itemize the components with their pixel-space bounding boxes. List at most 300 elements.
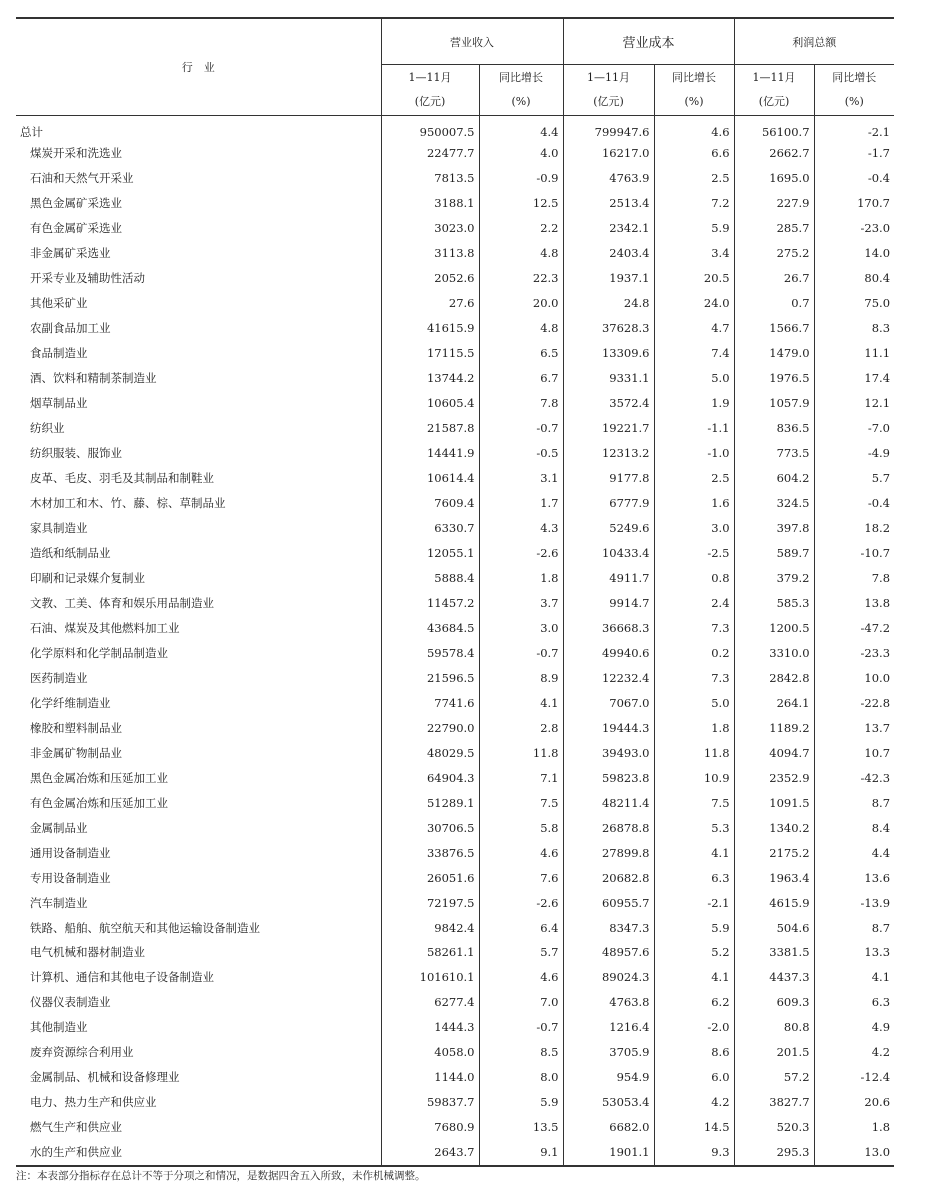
cell-revenue-growth: 3.7 <box>479 590 563 615</box>
cell-profit-value: 295.3 <box>734 1140 814 1166</box>
row-industry-name: 煤炭开采和洗选业 <box>30 146 122 161</box>
cell-revenue-value: 11457.2 <box>381 590 479 615</box>
header-revenue: 营业收入 <box>381 18 563 65</box>
cell-profit-value: 80.8 <box>734 1015 814 1040</box>
cell-revenue-growth: 5.8 <box>479 815 563 840</box>
cell-revenue-growth: 1.7 <box>479 491 563 516</box>
table-row <box>16 141 894 166</box>
table-row <box>16 790 894 815</box>
header-profit: 利润总额 <box>734 18 894 65</box>
cell-profit-value: 4437.3 <box>734 965 814 990</box>
table-row <box>16 865 894 890</box>
cell-profit-growth: 4.1 <box>814 965 894 990</box>
cell-revenue-value: 3113.8 <box>381 241 479 266</box>
cell-cost-growth: 3.0 <box>654 516 734 541</box>
header-cost-value <box>563 65 654 116</box>
row-industry-name: 非金属矿采选业 <box>30 246 111 261</box>
cell-revenue-value: 48029.5 <box>381 740 479 765</box>
cell-profit-growth: 18.2 <box>814 516 894 541</box>
cell-revenue-value: 9842.4 <box>381 915 479 940</box>
cell-cost-growth: 5.0 <box>654 366 734 391</box>
cell-revenue-value: 41615.9 <box>381 316 479 341</box>
cell-cost-value: 1901.1 <box>563 1140 654 1166</box>
row-industry-name: 农副食品加工业 <box>30 321 111 336</box>
cell-revenue-value: 30706.5 <box>381 815 479 840</box>
cell-revenue-growth: 7.0 <box>479 990 563 1015</box>
row-industry-name: 水的生产和供应业 <box>16 1140 381 1166</box>
cell-revenue-value: 22790.0 <box>381 715 479 740</box>
cell-cost-growth: 7.4 <box>654 341 734 366</box>
table-row <box>16 191 894 216</box>
row-industry-name: 化学纤维制造业 <box>30 695 111 710</box>
row-industry-name: 文教、工美、体育和娱乐用品制造业 <box>30 595 214 610</box>
header-period-label: 1—11月 <box>752 71 796 84</box>
cell-profit-growth: -4.9 <box>814 441 894 466</box>
header-growth-label: 同比增长 <box>832 71 877 84</box>
cell-revenue-value: 43684.5 <box>381 615 479 640</box>
row-industry-name: 非金属矿物制品业 <box>30 745 122 760</box>
cell-cost-growth: 7.5 <box>654 790 734 815</box>
cell-revenue-growth: -2.6 <box>479 541 563 566</box>
row-industry-name: 电气机械和器材制造业 <box>30 945 145 960</box>
cell-cost-growth: 3.4 <box>654 241 734 266</box>
cell-cost-value: 9914.7 <box>563 590 654 615</box>
cell-profit-growth: -2.1 <box>814 116 894 142</box>
cell-cost-value: 13309.6 <box>563 341 654 366</box>
cell-profit-value: 1091.5 <box>734 790 814 815</box>
header-growth-label: 同比增长 <box>672 71 716 84</box>
cell-profit-growth: -22.8 <box>814 690 894 715</box>
cell-cost-value: 9177.8 <box>563 466 654 491</box>
table-row <box>16 116 894 142</box>
cell-cost-value: 3705.9 <box>563 1040 654 1065</box>
cell-profit-value: 836.5 <box>734 416 814 441</box>
cell-profit-growth: 13.8 <box>814 590 894 615</box>
cell-revenue-growth: 8.9 <box>479 665 563 690</box>
cell-cost-value: 16217.0 <box>563 141 654 166</box>
cell-revenue-growth: -2.6 <box>479 890 563 915</box>
cell-profit-growth: 10.0 <box>814 665 894 690</box>
cell-revenue-growth: 13.5 <box>479 1115 563 1140</box>
cell-cost-growth: 5.9 <box>654 216 734 241</box>
cell-cost-value: 8347.3 <box>563 915 654 940</box>
cell-revenue-value: 12055.1 <box>381 541 479 566</box>
header-growth-label: 同比增长 <box>499 71 543 84</box>
cell-profit-growth: 8.7 <box>814 790 894 815</box>
cell-cost-value: 2342.1 <box>563 216 654 241</box>
cell-revenue-value: 7609.4 <box>381 491 479 516</box>
cell-revenue-value: 101610.1 <box>381 965 479 990</box>
cell-cost-value: 1937.1 <box>563 266 654 291</box>
cell-profit-value: 1200.5 <box>734 615 814 640</box>
cell-revenue-value: 7680.9 <box>381 1115 479 1140</box>
cell-profit-growth: 6.3 <box>814 990 894 1015</box>
header-unit-label: (亿元) <box>414 95 446 108</box>
cell-profit-growth: -23.0 <box>814 216 894 241</box>
cell-revenue-value: 3188.1 <box>381 191 479 216</box>
table-row <box>16 1140 894 1166</box>
cell-profit-growth: -0.4 <box>814 166 894 191</box>
cell-revenue-growth: 4.1 <box>479 690 563 715</box>
cell-profit-value: 285.7 <box>734 216 814 241</box>
cell-profit-value: 397.8 <box>734 516 814 541</box>
cell-profit-growth: 10.7 <box>814 740 894 765</box>
header-profit-growth <box>814 65 894 116</box>
row-industry-name: 酒、饮料和精制茶制造业 <box>30 371 157 386</box>
cell-cost-growth: 5.0 <box>654 690 734 715</box>
row-industry-name: 电力、热力生产和供应业 <box>30 1095 157 1110</box>
header-revenue-value <box>381 65 479 116</box>
cell-cost-value: 954.9 <box>563 1065 654 1090</box>
cell-profit-growth: -42.3 <box>814 765 894 790</box>
row-industry-name: 黑色金属冶炼和压延加工业 <box>30 770 168 785</box>
cell-cost-value: 20682.8 <box>563 865 654 890</box>
table-row <box>16 615 894 640</box>
table-row <box>16 316 894 341</box>
cell-profit-growth: 1.8 <box>814 1115 894 1140</box>
cell-revenue-growth: 4.8 <box>479 316 563 341</box>
cell-cost-value: 1216.4 <box>563 1015 654 1040</box>
row-industry-name: 其他制造业 <box>30 1020 88 1035</box>
row-industry-name: 汽车制造业 <box>30 895 88 910</box>
cell-revenue-growth: 7.6 <box>479 865 563 890</box>
cell-cost-growth: 1.6 <box>654 491 734 516</box>
cell-cost-value: 49940.6 <box>563 640 654 665</box>
cell-profit-value: 504.6 <box>734 915 814 940</box>
cell-revenue-growth: 2.2 <box>479 216 563 241</box>
cell-profit-value: 585.3 <box>734 590 814 615</box>
cell-revenue-value: 1144.0 <box>381 1065 479 1090</box>
table-row <box>16 241 894 266</box>
cell-profit-growth: -7.0 <box>814 416 894 441</box>
cell-cost-growth: 10.9 <box>654 765 734 790</box>
cell-revenue-growth: 9.1 <box>479 1140 563 1166</box>
table-row <box>16 590 894 615</box>
cell-cost-value: 26878.8 <box>563 815 654 840</box>
cell-revenue-growth: -0.5 <box>479 441 563 466</box>
cell-cost-growth: -1.1 <box>654 416 734 441</box>
cell-cost-growth: 14.5 <box>654 1115 734 1140</box>
cell-cost-growth: 4.7 <box>654 316 734 341</box>
cell-revenue-value: 51289.1 <box>381 790 479 815</box>
cell-profit-value: 26.7 <box>734 266 814 291</box>
header-pct-label: (%) <box>684 95 704 108</box>
cell-profit-growth: -0.4 <box>814 491 894 516</box>
cell-cost-growth: 5.3 <box>654 815 734 840</box>
cell-cost-growth: 4.1 <box>654 840 734 865</box>
cell-profit-growth: -10.7 <box>814 541 894 566</box>
cell-revenue-value: 2643.7 <box>381 1140 479 1166</box>
cell-profit-growth: 13.0 <box>814 1140 894 1166</box>
cell-profit-growth: -1.7 <box>814 141 894 166</box>
cell-profit-growth: 14.0 <box>814 241 894 266</box>
cell-revenue-value: 17115.5 <box>381 341 479 366</box>
cell-revenue-growth: 11.8 <box>479 740 563 765</box>
table-row <box>16 391 894 416</box>
table-row <box>16 815 894 840</box>
cell-revenue-value: 5888.4 <box>381 565 479 590</box>
row-industry-name: 橡胶和塑料制品业 <box>30 720 122 735</box>
cell-profit-growth: 12.1 <box>814 391 894 416</box>
row-industry-name: 金属制品、机械和设备修理业 <box>30 1070 180 1085</box>
cell-cost-value: 7067.0 <box>563 690 654 715</box>
header-profit-value <box>734 65 814 116</box>
cell-cost-growth: 6.6 <box>654 141 734 166</box>
header-unit-label: (亿元) <box>593 95 624 108</box>
cell-revenue-growth: 7.5 <box>479 790 563 815</box>
table-row <box>16 1115 894 1140</box>
table-row <box>16 441 894 466</box>
cell-profit-growth: 80.4 <box>814 266 894 291</box>
cell-revenue-growth: 4.3 <box>479 516 563 541</box>
table-row <box>16 690 894 715</box>
cell-cost-value: 4763.9 <box>563 166 654 191</box>
cell-profit-value: 1057.9 <box>734 391 814 416</box>
row-industry-name: 印刷和记录媒介复制业 <box>30 570 145 585</box>
cell-revenue-value: 14441.9 <box>381 441 479 466</box>
cell-revenue-value: 58261.1 <box>381 940 479 965</box>
cell-profit-value: 1976.5 <box>734 366 814 391</box>
cell-profit-growth: 8.3 <box>814 316 894 341</box>
cell-cost-growth: -2.0 <box>654 1015 734 1040</box>
cell-cost-growth: 2.4 <box>654 590 734 615</box>
row-industry-name: 纺织业 <box>30 421 65 436</box>
cell-cost-value: 10433.4 <box>563 541 654 566</box>
cell-profit-value: 56100.7 <box>734 116 814 142</box>
row-industry-name: 废弃资源综合利用业 <box>30 1045 134 1060</box>
cell-cost-value: 6682.0 <box>563 1115 654 1140</box>
table-row <box>16 640 894 665</box>
cell-revenue-value: 21596.5 <box>381 665 479 690</box>
cell-revenue-value: 26051.6 <box>381 865 479 890</box>
industry-financial-table <box>16 17 894 1167</box>
cell-revenue-value: 6277.4 <box>381 990 479 1015</box>
row-industry-name: 木材加工和木、竹、藤、棕、草制品业 <box>30 496 226 511</box>
cell-profit-value: 1963.4 <box>734 865 814 890</box>
table-row <box>16 291 894 316</box>
cell-cost-growth: 0.8 <box>654 565 734 590</box>
cell-revenue-value: 7813.5 <box>381 166 479 191</box>
cell-cost-value: 19221.7 <box>563 416 654 441</box>
cell-cost-growth: 6.0 <box>654 1065 734 1090</box>
cell-profit-value: 1566.7 <box>734 316 814 341</box>
cell-cost-growth: 20.5 <box>654 266 734 291</box>
cell-revenue-growth: 8.0 <box>479 1065 563 1090</box>
cell-revenue-growth: 12.5 <box>479 191 563 216</box>
row-industry-name: 铁路、船舶、航空航天和其他运输设备制造业 <box>30 920 260 935</box>
cell-revenue-growth: -0.7 <box>479 640 563 665</box>
cell-profit-growth: 170.7 <box>814 191 894 216</box>
cell-revenue-growth: 6.7 <box>479 366 563 391</box>
header-industry: 行 业 <box>16 18 381 116</box>
industry-table-container <box>16 17 894 1167</box>
header-cost-growth <box>654 65 734 116</box>
row-industry-name: 开采专业及辅助性活动 <box>30 271 145 286</box>
cell-profit-value: 2352.9 <box>734 765 814 790</box>
cell-cost-growth: 0.2 <box>654 640 734 665</box>
cell-revenue-value: 6330.7 <box>381 516 479 541</box>
cell-cost-value: 2513.4 <box>563 191 654 216</box>
cell-profit-value: 589.7 <box>734 541 814 566</box>
table-row <box>16 466 894 491</box>
cell-revenue-growth: 4.6 <box>479 965 563 990</box>
cell-cost-growth: 24.0 <box>654 291 734 316</box>
cell-revenue-growth: 7.8 <box>479 391 563 416</box>
cell-cost-value: 12313.2 <box>563 441 654 466</box>
cell-cost-value: 60955.7 <box>563 890 654 915</box>
header-period-label: 1—11月 <box>408 71 452 84</box>
cell-revenue-growth: 20.0 <box>479 291 563 316</box>
table-row <box>16 366 894 391</box>
table-body <box>16 116 894 1166</box>
cell-revenue-value: 22477.7 <box>381 141 479 166</box>
row-industry-name: 通用设备制造业 <box>30 845 111 860</box>
table-row <box>16 1015 894 1040</box>
cell-cost-value: 4911.7 <box>563 565 654 590</box>
cell-profit-value: 1340.2 <box>734 815 814 840</box>
header-unit-label: (亿元) <box>758 95 790 108</box>
cell-cost-value: 59823.8 <box>563 765 654 790</box>
cell-cost-value: 36668.3 <box>563 615 654 640</box>
row-industry-name: 石油和天然气开采业 <box>30 171 134 186</box>
table-row <box>16 890 894 915</box>
row-industry-name: 有色金属冶炼和压延加工业 <box>30 795 168 810</box>
cell-profit-value: 1695.0 <box>734 166 814 191</box>
cell-revenue-value: 33876.5 <box>381 840 479 865</box>
cell-cost-growth: -1.0 <box>654 441 734 466</box>
cell-revenue-value: 13744.2 <box>381 366 479 391</box>
cell-profit-value: 227.9 <box>734 191 814 216</box>
cell-profit-growth: 4.2 <box>814 1040 894 1065</box>
cell-cost-growth: 2.5 <box>654 466 734 491</box>
cell-cost-growth: 7.3 <box>654 665 734 690</box>
cell-cost-value: 48957.6 <box>563 940 654 965</box>
table-row <box>16 491 894 516</box>
cell-cost-value: 37628.3 <box>563 316 654 341</box>
cell-profit-value: 57.2 <box>734 1065 814 1090</box>
cell-revenue-value: 4058.0 <box>381 1040 479 1065</box>
cell-profit-value: 0.7 <box>734 291 814 316</box>
cell-profit-value: 1479.0 <box>734 341 814 366</box>
cell-revenue-value: 59837.7 <box>381 1090 479 1115</box>
cell-cost-growth: 5.2 <box>654 940 734 965</box>
table-row <box>16 341 894 366</box>
cell-revenue-value: 7741.6 <box>381 690 479 715</box>
cell-cost-growth: 2.5 <box>654 166 734 191</box>
table-row <box>16 715 894 740</box>
cell-cost-growth: 8.6 <box>654 1040 734 1065</box>
cell-profit-growth: -13.9 <box>814 890 894 915</box>
cell-cost-growth: 4.6 <box>654 116 734 142</box>
cell-revenue-value: 3023.0 <box>381 216 479 241</box>
cell-profit-growth: -23.3 <box>814 640 894 665</box>
cell-revenue-growth: 6.4 <box>479 915 563 940</box>
table-row <box>16 740 894 765</box>
cell-profit-value: 264.1 <box>734 690 814 715</box>
cell-cost-value: 3572.4 <box>563 391 654 416</box>
cell-revenue-growth: 4.8 <box>479 241 563 266</box>
cell-revenue-growth: 5.9 <box>479 1090 563 1115</box>
cell-cost-growth: 1.9 <box>654 391 734 416</box>
cell-revenue-value: 27.6 <box>381 291 479 316</box>
row-industry-name: 其他采矿业 <box>30 296 88 311</box>
cell-profit-value: 4094.7 <box>734 740 814 765</box>
cell-profit-growth: 13.7 <box>814 715 894 740</box>
table-header <box>16 18 894 116</box>
header-period-label: 1—11月 <box>587 71 630 84</box>
cell-revenue-value: 2052.6 <box>381 266 479 291</box>
cell-cost-growth: 7.3 <box>654 615 734 640</box>
cell-revenue-value: 950007.5 <box>381 116 479 142</box>
cell-cost-growth: 4.2 <box>654 1090 734 1115</box>
row-industry-name: 金属制品业 <box>30 820 88 835</box>
cell-profit-growth: 13.6 <box>814 865 894 890</box>
cell-profit-value: 3310.0 <box>734 640 814 665</box>
cell-revenue-growth: -0.7 <box>479 416 563 441</box>
row-industry-name: 有色金属矿采选业 <box>30 221 122 236</box>
row-industry-name: 专用设备制造业 <box>30 870 111 885</box>
table-row <box>16 166 894 191</box>
cell-profit-growth: -12.4 <box>814 1065 894 1090</box>
cell-revenue-value: 72197.5 <box>381 890 479 915</box>
row-industry-name: 计算机、通信和其他电子设备制造业 <box>30 970 214 985</box>
cell-cost-value: 799947.6 <box>563 116 654 142</box>
header-cost: 营业成本 <box>563 18 734 65</box>
table-row <box>16 565 894 590</box>
header-revenue-growth <box>479 65 563 116</box>
cell-profit-value: 2175.2 <box>734 840 814 865</box>
row-industry-name: 纺织服装、服饰业 <box>30 446 122 461</box>
table-row <box>16 915 894 940</box>
cell-cost-value: 48211.4 <box>563 790 654 815</box>
cell-revenue-growth: 4.4 <box>479 116 563 142</box>
row-industry-name: 医药制造业 <box>30 670 88 685</box>
cell-profit-value: 2662.7 <box>734 141 814 166</box>
cell-cost-growth: 6.3 <box>654 865 734 890</box>
cell-revenue-growth: -0.7 <box>479 1015 563 1040</box>
cell-cost-growth: -2.5 <box>654 541 734 566</box>
row-industry-name: 食品制造业 <box>30 346 88 361</box>
row-industry-name: 总计 <box>20 124 43 139</box>
cell-profit-value: 379.2 <box>734 565 814 590</box>
cell-profit-growth: 17.4 <box>814 366 894 391</box>
table-row <box>16 416 894 441</box>
cell-revenue-growth: 3.1 <box>479 466 563 491</box>
cell-profit-value: 324.5 <box>734 491 814 516</box>
cell-cost-growth: -2.1 <box>654 890 734 915</box>
cell-cost-value: 5249.6 <box>563 516 654 541</box>
header-pct-label: (%) <box>511 95 531 108</box>
cell-revenue-growth: 2.8 <box>479 715 563 740</box>
footnote: 注：本表部分指标存在总计不等于分项之和情况，是数据四舍五入所致，未作机械调整。 <box>16 1170 426 1182</box>
cell-revenue-growth: 5.7 <box>479 940 563 965</box>
table-row <box>16 940 894 965</box>
cell-cost-value: 4763.8 <box>563 990 654 1015</box>
row-industry-name: 黑色金属矿采选业 <box>30 196 122 211</box>
cell-cost-growth: 5.9 <box>654 915 734 940</box>
cell-profit-value: 4615.9 <box>734 890 814 915</box>
cell-revenue-value: 1444.3 <box>381 1015 479 1040</box>
table-row <box>16 516 894 541</box>
cell-cost-value: 2403.4 <box>563 241 654 266</box>
cell-profit-value: 275.2 <box>734 241 814 266</box>
row-industry-name: 皮革、毛皮、羽毛及其制品和制鞋业 <box>30 471 214 486</box>
cell-cost-value: 12232.4 <box>563 665 654 690</box>
cell-cost-value: 89024.3 <box>563 965 654 990</box>
cell-profit-value: 3381.5 <box>734 940 814 965</box>
cell-profit-growth: 8.4 <box>814 815 894 840</box>
cell-revenue-value: 59578.4 <box>381 640 479 665</box>
